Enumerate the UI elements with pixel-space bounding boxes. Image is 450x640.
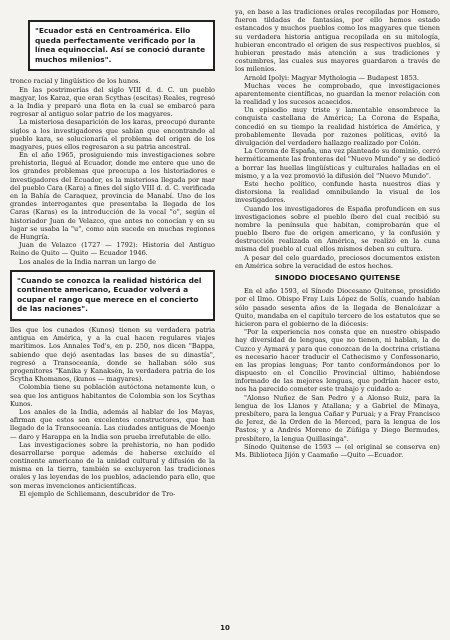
paragraph: tronco racial y lingüístico de los hunos. xyxy=(10,77,141,86)
paragraph: A pesar del celo guardado, preciosos documentos existen en América sobre la veracidad de estos hechos. xyxy=(235,253,440,270)
paragraph: ya, en base a las tradiciones orales recopiladas por Homero, fueron tildadas de fantasías, por ello hemos estado estancados y muchos pueblos como los magyares que tienen su verdadera historia antigua recopilada en su mitología, hubieran encontrado el origen de sus respectivos pueblos, si hubieran prestado más atención a sus tradiciones y costumbres, las cuales sus mayores guardaron a través de los milenios. xyxy=(235,8,440,74)
paragraph: En el año 1965, prosiguiendo mis investigaciones sobre prehistoria, llegué al Ecuador, donde me entere que uno de los grandes problemas que preocupa a los historiadores e investigadores del Ecuador, es la misteriosa llegada por mar del pueblo Cara (Kara) a fines del siglo VIII d. d. C. verificada en la Bahía de Caraquez, provincia de Manabí. Uno de los grandes interrogantes que presentaba la llegada de los Caras (Karas) es la introducción de la vocal "o", según el historiador Juan de Velazco, que antes no conocían y en su lugar se usaba la "u", como aún sucede en muchas regiones de Hungría. xyxy=(10,151,215,241)
paragraph: Muchas veces he comprobado, que investigaciones aparentemente científicas, no guardan la menor relación con la realidad y los sucesos acaecidos. xyxy=(235,81,440,107)
section-heading: SINODO DIOCESANO QUITENSE xyxy=(274,273,401,282)
citation: Juan de Velazco (1727 — 1792): Historia del Antiguo Reino de Quito — Quito — Ecuador 1946. xyxy=(10,241,215,258)
paragraph: En el año 1593, el Sínodo Diocesano Quitense, presidido por el Ilmo. Obispo Fray Luis López de Solís, cuando habían sólo pasado sesenta años de la llegada de Benalcázar a Quito, mandaba en el capítulo tercero de los estatutos que se hicieron para el gobierno de la diócesis: xyxy=(235,287,440,328)
paragraph: Un episodio muy triste y lamentable ensombrece la conquista castellana de América; La Corona de España, concedió en su tiempo la realidad histórica de América, y probablemente llevada por razones políticas, evitó la divulgación del verdadero hallazgo realizado por Colón. xyxy=(235,106,440,147)
pull-quote-centroamerica: "Ecuador está en Centroamérica. Ello queda perfectamente verificado por la línea equinoccial. Así se conoció durante muchos milenios". xyxy=(28,20,215,71)
paragraph: Este hecho político, confunde hasta nuestros días y distorsiona la realidad omnibulando la visual de los investigadores. xyxy=(235,179,440,205)
paragraph: La misteriosa desaparición de los karas, preocupó durante siglos a los investigadores que sabían que encontrando al pueblo kara, se solucionaría el problema del origen de los magyares, pues ellos regresaron a su patria ancestral. xyxy=(10,118,215,151)
left-column xyxy=(10,8,215,498)
quoted-paragraph: "Alonso Nuñez de San Pedro y a Alonso Ruiz, para la lengua de los Llanos y Atallana; y a Gabriel de Minaya, presbítero, para la lengua Cañar y Puruai; y a Fray Francisco de Jerez, de la Orden de la Merced, para la lengua de los Pastos; y a Andrés Moreno de Zúñiga y Diego Bermudes, presbítero, la lengua Quillasinga". xyxy=(235,393,440,443)
paragraph: Las investigaciones sobre la prehistoria, no han podido desarrollarse porque además de haberse excluído el continente americano de la unidad cultural y difusión de la misma en la tierra, también se excluyeron las tradiciones orales y las leyendas de los pueblos, adaciendo para ello, que son meras invenciones anticientíficas. xyxy=(10,440,215,490)
paragraph: Los anales de la India narran un largo de xyxy=(19,257,156,266)
paragraph: Los anales de la India, además al hablar de los Mayas, afirman que estos son excelentes constructores, que han llegado de la Transoceanía. Las ciudades antiguas de Moenjo — daro y Harappa en la India son prueba irrefutable de ello. xyxy=(10,407,215,441)
paragraph: En las postrimerías del siglo VIII d. d. C. un pueblo magyar, los Karaz, que eran Scythas (escitas) Reales, regresó a la India y preparó una flota en la cual se embarcó para regresar al antiguo solar patrio de los magyares. xyxy=(10,85,215,119)
paragraph: Colombia tiene su población autóctona netamente kun, o sea que los antiguos habitantes de Colombia son los Scythas Kunos. xyxy=(10,383,215,408)
citation: Sínodo Quitense de 1593 — (el original se conserva en) Ms. Biblioteca Jijón y Caamaño —Quito —Ecuador. xyxy=(235,442,440,459)
pull-quote-realidad-historica: "Cuando se conozca la realidad histórica del continente americano, Ecuador volverá a ocupar el rango que merece en el concierto de las naciones". xyxy=(10,270,215,321)
page-number: 10 xyxy=(220,624,230,632)
citation: Arnold Ipolyi: Magyar Mythologia — Budapest 1853. xyxy=(244,73,420,82)
paragraph: Cuando los investigadores de España profundicen en sus investigaciones sobre el pueblo íbero del cual recibió su nombre la península que habitan, comprobarán que el pueblo Ibero fue de origen americano, y la confusión y destrucción realizada en América, se realizó en la cuna misma del pueblo al cual ellos mismos deben su cultura. xyxy=(235,204,440,254)
paragraph: lles que los cunados (Kunos) tienen su verdadera patria antigua en América, y a la cual hacen regulares viajes marítimos. Los Annales Tod's, en p. 250, nos dicen "Bappa, sabiendo que dejó asentadas las bases de su dinastía", regresó a Transoceanía, donde se hallaban sólo sus progenitores "Kanika y Kanaksén, la verdadera patria de los Scytha Khomanos, (kunos — magyares). xyxy=(10,326,215,384)
right-column xyxy=(235,8,440,459)
paragraph: La Corona de España, una vez planteado su dominio, cerró herméticamente las fronteras del "Nuevo Mundo" y se dedicó a borrar las huellas lingüísticas y culturales halladas en el mismo, y a la vez promovió la difusión del "Nuevo Mundo". xyxy=(235,147,441,180)
quoted-paragraph: "Por la experiencia nos consta que en nuestro obispado hay diversidad de lenguas, que no tienen, ni hablan, la de Cuzco y Aymará y para que conozcan de la doctrina cristiana es necesario hacer traducir el Cathecismo y Confessonario, en las propias lenguas; Por tanto conformándonos por lo dispuesto en el Concilio Provincial último, habiéndose informado de las mejores lenguas, que podrían hacer esto, nos ha parecido cometer este trabajo y cuidado a: xyxy=(235,328,440,394)
paragraph: El ejemplo de Schliemann, descubridor de Tro- xyxy=(19,489,176,498)
